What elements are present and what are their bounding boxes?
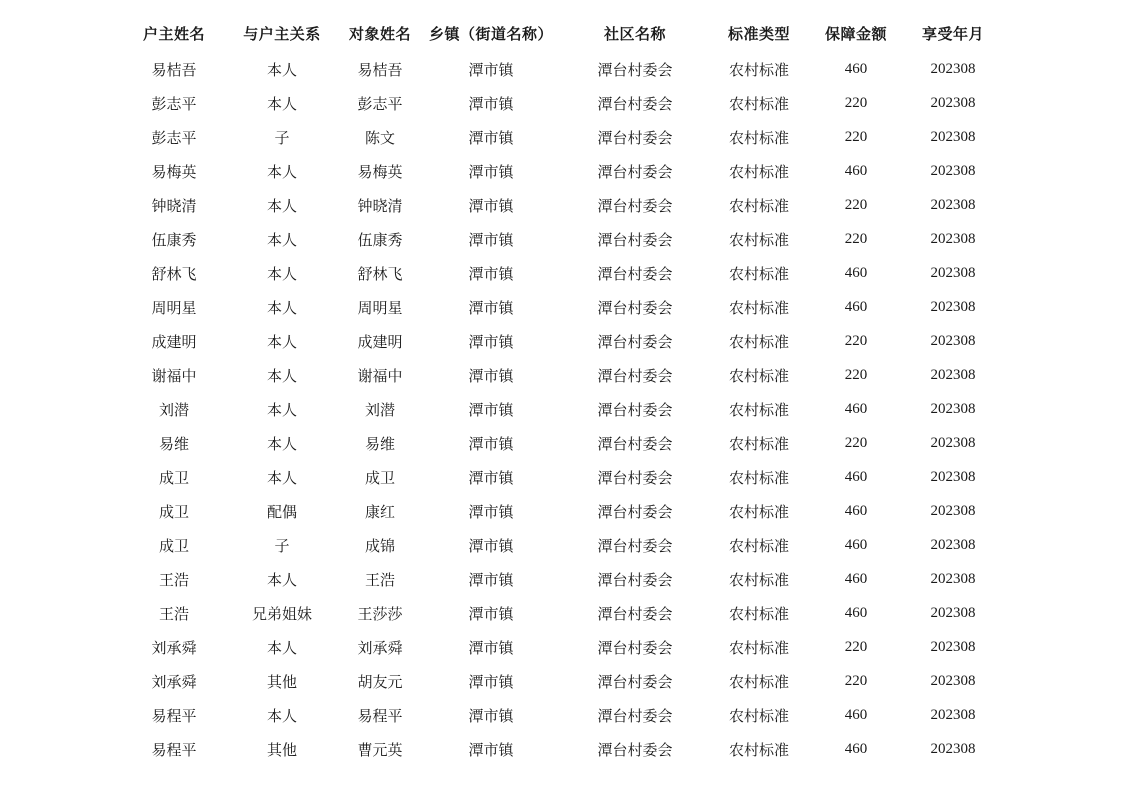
table-row bbox=[120, 460, 1000, 494]
table-row bbox=[120, 426, 1000, 460]
table-row bbox=[120, 324, 1000, 358]
cell-standard-type: 农村标准 bbox=[728, 672, 789, 691]
cell-township: 潭市镇 bbox=[468, 740, 514, 759]
cell-recipient-name: 伍康秀 bbox=[357, 230, 403, 249]
cell-period: 202308 bbox=[930, 570, 976, 587]
cell-relation-to-head: 本人 bbox=[266, 366, 297, 385]
cell-standard-type: 农村标准 bbox=[728, 502, 789, 521]
cell-community: 潭台村委会 bbox=[597, 162, 673, 181]
cell-household-head-name: 周明星 bbox=[151, 298, 197, 317]
header-township: 乡镇（街道名称） bbox=[428, 25, 553, 43]
cell-standard-type: 农村标准 bbox=[728, 604, 789, 623]
cell-amount: 460 bbox=[844, 264, 868, 281]
cell-township: 潭市镇 bbox=[468, 298, 514, 317]
cell-community: 潭台村委会 bbox=[597, 230, 673, 249]
cell-household-head-name: 彭志平 bbox=[151, 94, 197, 113]
cell-amount: 220 bbox=[844, 196, 868, 213]
cell-community: 潭台村委会 bbox=[597, 128, 673, 147]
cell-amount: 220 bbox=[844, 434, 868, 451]
cell-township: 潭市镇 bbox=[468, 94, 514, 113]
cell-recipient-name: 彭志平 bbox=[357, 94, 403, 113]
cell-relation-to-head: 本人 bbox=[266, 60, 297, 79]
cell-standard-type: 农村标准 bbox=[728, 94, 789, 113]
cell-amount: 460 bbox=[844, 162, 868, 179]
cell-period: 202308 bbox=[930, 706, 976, 723]
cell-township: 潭市镇 bbox=[468, 604, 514, 623]
cell-township: 潭市镇 bbox=[468, 196, 514, 215]
cell-township: 潭市镇 bbox=[468, 502, 514, 521]
table-row bbox=[120, 222, 1000, 256]
cell-community: 潭台村委会 bbox=[597, 196, 673, 215]
cell-recipient-name: 易桔吾 bbox=[357, 60, 403, 79]
cell-period: 202308 bbox=[930, 366, 976, 383]
cell-recipient-name: 钟晓清 bbox=[357, 196, 403, 215]
table-row bbox=[120, 630, 1000, 664]
table-row bbox=[120, 698, 1000, 732]
cell-period: 202308 bbox=[930, 332, 976, 349]
cell-period: 202308 bbox=[930, 536, 976, 553]
cell-amount: 220 bbox=[844, 638, 868, 655]
cell-community: 潭台村委会 bbox=[597, 672, 673, 691]
header-amount: 保障金额 bbox=[824, 25, 887, 43]
table-row bbox=[120, 52, 1000, 86]
cell-standard-type: 农村标准 bbox=[728, 638, 789, 657]
cell-period: 202308 bbox=[930, 60, 976, 77]
cell-recipient-name: 王浩 bbox=[364, 570, 395, 589]
cell-relation-to-head: 本人 bbox=[266, 570, 297, 589]
cell-amount: 460 bbox=[844, 604, 868, 621]
header-community: 社区名称 bbox=[603, 25, 666, 43]
cell-household-head-name: 易桔吾 bbox=[151, 60, 197, 79]
cell-relation-to-head: 本人 bbox=[266, 162, 297, 181]
cell-amount: 220 bbox=[844, 332, 868, 349]
table-row bbox=[120, 120, 1000, 154]
cell-standard-type: 农村标准 bbox=[728, 536, 789, 555]
cell-amount: 460 bbox=[844, 60, 868, 77]
cell-standard-type: 农村标准 bbox=[728, 332, 789, 351]
cell-standard-type: 农村标准 bbox=[728, 366, 789, 385]
table-header-row bbox=[120, 15, 1000, 52]
table-row bbox=[120, 256, 1000, 290]
cell-township: 潭市镇 bbox=[468, 672, 514, 691]
cell-household-head-name: 谢福中 bbox=[151, 366, 197, 385]
cell-household-head-name: 成卫 bbox=[158, 502, 189, 521]
cell-amount: 460 bbox=[844, 468, 868, 485]
cell-household-head-name: 成建明 bbox=[151, 332, 197, 351]
cell-amount: 460 bbox=[844, 740, 868, 757]
header-standard-type: 标准类型 bbox=[727, 25, 790, 43]
cell-household-head-name: 刘承舜 bbox=[151, 672, 197, 691]
cell-period: 202308 bbox=[930, 196, 976, 213]
cell-household-head-name: 伍康秀 bbox=[151, 230, 197, 249]
cell-amount: 460 bbox=[844, 536, 868, 553]
cell-recipient-name: 康红 bbox=[364, 502, 395, 521]
cell-recipient-name: 成卫 bbox=[364, 468, 395, 487]
cell-relation-to-head: 本人 bbox=[266, 400, 297, 419]
cell-relation-to-head: 本人 bbox=[266, 638, 297, 657]
cell-period: 202308 bbox=[930, 162, 976, 179]
cell-household-head-name: 王浩 bbox=[158, 570, 189, 589]
cell-amount: 460 bbox=[844, 706, 868, 723]
cell-standard-type: 农村标准 bbox=[728, 298, 789, 317]
table-row bbox=[120, 664, 1000, 698]
cell-township: 潭市镇 bbox=[468, 264, 514, 283]
cell-recipient-name: 王莎莎 bbox=[357, 604, 403, 623]
cell-relation-to-head: 配偶 bbox=[266, 502, 297, 521]
cell-community: 潭台村委会 bbox=[597, 434, 673, 453]
table-row bbox=[120, 596, 1000, 630]
cell-amount: 220 bbox=[844, 128, 868, 145]
cell-township: 潭市镇 bbox=[468, 400, 514, 419]
cell-amount: 220 bbox=[844, 94, 868, 111]
cell-amount: 460 bbox=[844, 400, 868, 417]
cell-relation-to-head: 兄弟姐妹 bbox=[251, 604, 312, 623]
cell-standard-type: 农村标准 bbox=[728, 570, 789, 589]
cell-period: 202308 bbox=[930, 230, 976, 247]
table-row bbox=[120, 494, 1000, 528]
cell-period: 202308 bbox=[930, 128, 976, 145]
cell-township: 潭市镇 bbox=[468, 128, 514, 147]
cell-period: 202308 bbox=[930, 672, 976, 689]
cell-standard-type: 农村标准 bbox=[728, 162, 789, 181]
table-row bbox=[120, 528, 1000, 562]
cell-standard-type: 农村标准 bbox=[728, 400, 789, 419]
cell-township: 潭市镇 bbox=[468, 434, 514, 453]
cell-relation-to-head: 其他 bbox=[266, 672, 297, 691]
cell-amount: 220 bbox=[844, 230, 868, 247]
cell-community: 潭台村委会 bbox=[597, 468, 673, 487]
cell-standard-type: 农村标准 bbox=[728, 60, 789, 79]
table-row bbox=[120, 290, 1000, 324]
cell-township: 潭市镇 bbox=[468, 536, 514, 555]
cell-household-head-name: 舒林飞 bbox=[151, 264, 197, 283]
cell-household-head-name: 王浩 bbox=[158, 604, 189, 623]
cell-community: 潭台村委会 bbox=[597, 604, 673, 623]
cell-standard-type: 农村标准 bbox=[728, 128, 789, 147]
cell-period: 202308 bbox=[930, 502, 976, 519]
cell-community: 潭台村委会 bbox=[597, 264, 673, 283]
cell-community: 潭台村委会 bbox=[597, 332, 673, 351]
cell-township: 潭市镇 bbox=[468, 366, 514, 385]
cell-household-head-name: 易维 bbox=[158, 434, 189, 453]
table-row bbox=[120, 732, 1000, 766]
cell-relation-to-head: 本人 bbox=[266, 434, 297, 453]
cell-standard-type: 农村标准 bbox=[728, 196, 789, 215]
cell-township: 潭市镇 bbox=[468, 60, 514, 79]
cell-community: 潭台村委会 bbox=[597, 570, 673, 589]
cell-relation-to-head: 本人 bbox=[266, 196, 297, 215]
table-row bbox=[120, 154, 1000, 188]
cell-standard-type: 农村标准 bbox=[728, 264, 789, 283]
cell-standard-type: 农村标准 bbox=[728, 468, 789, 487]
cell-relation-to-head: 本人 bbox=[266, 264, 297, 283]
cell-household-head-name: 易程平 bbox=[151, 706, 197, 725]
cell-recipient-name: 刘潜 bbox=[364, 400, 395, 419]
cell-relation-to-head: 子 bbox=[274, 536, 290, 555]
cell-period: 202308 bbox=[930, 740, 976, 757]
cell-standard-type: 农村标准 bbox=[728, 740, 789, 759]
cell-township: 潭市镇 bbox=[468, 570, 514, 589]
table-row bbox=[120, 358, 1000, 392]
cell-recipient-name: 成锦 bbox=[364, 536, 395, 555]
cell-community: 潭台村委会 bbox=[597, 94, 673, 113]
cell-amount: 220 bbox=[844, 672, 868, 689]
cell-household-head-name: 成卫 bbox=[158, 468, 189, 487]
cell-relation-to-head: 本人 bbox=[266, 298, 297, 317]
cell-standard-type: 农村标准 bbox=[728, 230, 789, 249]
cell-relation-to-head: 子 bbox=[274, 128, 290, 147]
cell-township: 潭市镇 bbox=[468, 706, 514, 725]
cell-community: 潭台村委会 bbox=[597, 366, 673, 385]
cell-recipient-name: 易程平 bbox=[357, 706, 403, 725]
table-row bbox=[120, 188, 1000, 222]
cell-household-head-name: 刘承舜 bbox=[151, 638, 197, 657]
cell-period: 202308 bbox=[930, 468, 976, 485]
cell-recipient-name: 曹元英 bbox=[357, 740, 403, 759]
cell-recipient-name: 易维 bbox=[364, 434, 395, 453]
cell-household-head-name: 刘潜 bbox=[158, 400, 189, 419]
cell-relation-to-head: 本人 bbox=[266, 94, 297, 113]
cell-relation-to-head: 本人 bbox=[266, 230, 297, 249]
cell-relation-to-head: 本人 bbox=[266, 468, 297, 487]
cell-community: 潭台村委会 bbox=[597, 298, 673, 317]
data-table bbox=[120, 15, 1000, 766]
header-recipient-name: 对象姓名 bbox=[348, 25, 411, 43]
cell-township: 潭市镇 bbox=[468, 468, 514, 487]
cell-period: 202308 bbox=[930, 264, 976, 281]
cell-township: 潭市镇 bbox=[468, 638, 514, 657]
table-body bbox=[120, 52, 1000, 766]
cell-period: 202308 bbox=[930, 400, 976, 417]
cell-township: 潭市镇 bbox=[468, 332, 514, 351]
cell-standard-type: 农村标准 bbox=[728, 434, 789, 453]
cell-community: 潭台村委会 bbox=[597, 60, 673, 79]
cell-recipient-name: 谢福中 bbox=[357, 366, 403, 385]
cell-period: 202308 bbox=[930, 604, 976, 621]
cell-recipient-name: 刘承舜 bbox=[357, 638, 403, 657]
cell-township: 潭市镇 bbox=[468, 162, 514, 181]
cell-relation-to-head: 其他 bbox=[266, 740, 297, 759]
cell-relation-to-head: 本人 bbox=[266, 332, 297, 351]
cell-community: 潭台村委会 bbox=[597, 740, 673, 759]
table-row bbox=[120, 562, 1000, 596]
cell-community: 潭台村委会 bbox=[597, 502, 673, 521]
cell-recipient-name: 周明星 bbox=[357, 298, 403, 317]
cell-community: 潭台村委会 bbox=[597, 400, 673, 419]
cell-community: 潭台村委会 bbox=[597, 638, 673, 657]
cell-recipient-name: 易梅英 bbox=[357, 162, 403, 181]
cell-recipient-name: 舒林飞 bbox=[357, 264, 403, 283]
cell-household-head-name: 钟晓清 bbox=[151, 196, 197, 215]
cell-period: 202308 bbox=[930, 298, 976, 315]
cell-amount: 460 bbox=[844, 502, 868, 519]
cell-household-head-name: 易程平 bbox=[151, 740, 197, 759]
cell-township: 潭市镇 bbox=[468, 230, 514, 249]
cell-recipient-name: 成建明 bbox=[357, 332, 403, 351]
cell-amount: 460 bbox=[844, 298, 868, 315]
cell-community: 潭台村委会 bbox=[597, 536, 673, 555]
cell-household-head-name: 成卫 bbox=[158, 536, 189, 555]
cell-relation-to-head: 本人 bbox=[266, 706, 297, 725]
cell-period: 202308 bbox=[930, 434, 976, 451]
table-row bbox=[120, 392, 1000, 426]
cell-community: 潭台村委会 bbox=[597, 706, 673, 725]
header-period: 享受年月 bbox=[921, 25, 984, 43]
cell-household-head-name: 易梅英 bbox=[151, 162, 197, 181]
table-row bbox=[120, 86, 1000, 120]
cell-household-head-name: 彭志平 bbox=[151, 128, 197, 147]
cell-period: 202308 bbox=[930, 638, 976, 655]
cell-recipient-name: 陈文 bbox=[364, 128, 395, 147]
cell-recipient-name: 胡友元 bbox=[357, 672, 403, 691]
cell-period: 202308 bbox=[930, 94, 976, 111]
header-household-head-name: 户主姓名 bbox=[142, 25, 205, 43]
header-relation-to-head: 与户主关系 bbox=[243, 25, 321, 43]
cell-amount: 220 bbox=[844, 366, 868, 383]
cell-standard-type: 农村标准 bbox=[728, 706, 789, 725]
cell-amount: 460 bbox=[844, 570, 868, 587]
